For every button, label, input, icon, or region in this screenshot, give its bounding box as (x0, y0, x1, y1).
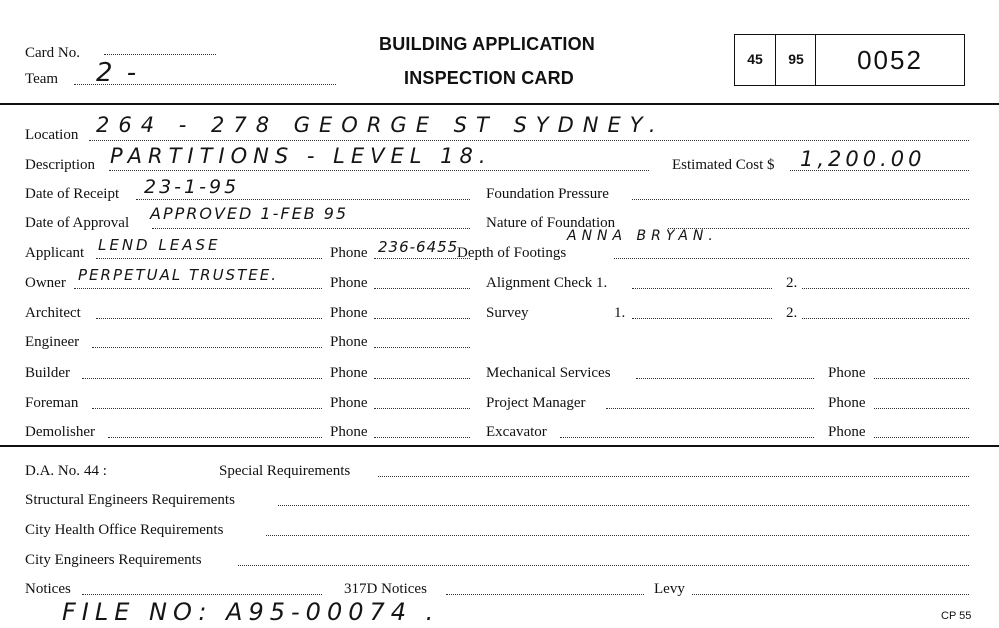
number-box-year-b: 95 (788, 51, 804, 67)
depth-of-footings-field[interactable] (614, 258, 969, 259)
team-value: 2 - (96, 58, 140, 88)
mechanical-phone-label: Phone (828, 365, 866, 381)
survey-2-label: 2. (786, 305, 798, 321)
da-no-label: D.A. No. (25, 463, 80, 479)
owner-phone-label: Phone (330, 275, 368, 291)
engineer-phone-label: Phone (330, 334, 368, 350)
date-of-approval-field[interactable] (152, 228, 470, 229)
mechanical-services-field[interactable] (636, 378, 814, 379)
excavator-field[interactable] (560, 437, 814, 438)
survey-field-1[interactable] (632, 318, 772, 319)
date-of-receipt-field[interactable] (136, 199, 470, 200)
alignment-check-label: Alignment Check 1. (486, 275, 608, 291)
excavator-phone-field[interactable] (874, 437, 969, 438)
owner-phone-field[interactable] (374, 288, 470, 289)
mechanical-services-label: Mechanical Services (486, 365, 611, 381)
architect-phone-label: Phone (330, 305, 368, 321)
estimated-cost-label: Estimated Cost $ (672, 157, 775, 173)
applicant-value: LEND LEASE (98, 236, 221, 254)
header-divider (0, 103, 999, 105)
levy-label: Levy (654, 581, 685, 597)
project-manager-phone-field[interactable] (874, 408, 969, 409)
applicant-label: Applicant (25, 245, 85, 261)
location-field[interactable] (89, 140, 969, 141)
demolisher-phone-label: Phone (330, 424, 368, 440)
special-requirements-label: Special Requirements (219, 463, 351, 479)
estimated-cost-value: 1,200.00 (800, 147, 926, 171)
demolisher-field[interactable] (108, 437, 322, 438)
team-label: Team (25, 71, 59, 87)
applicant-phone-label: Phone (330, 245, 368, 261)
applicant-phone-value: 236-6455 (378, 238, 459, 256)
foreman-label: Foreman (25, 395, 79, 411)
demolisher-label: Demolisher (25, 424, 95, 440)
excavator-label: Excavator (486, 424, 547, 440)
card-number-box (734, 34, 965, 86)
applicant-field[interactable] (96, 258, 322, 259)
builder-phone-field[interactable] (374, 378, 470, 379)
builder-label: Builder (25, 365, 70, 381)
city-engineers-requirements-label: City Engineers Requirements (25, 552, 202, 568)
engineer-field[interactable] (92, 347, 322, 348)
date-of-receipt-label: Date of Receipt (25, 186, 120, 202)
date-of-approval-label: Date of Approval (25, 215, 130, 231)
foreman-phone-field[interactable] (374, 408, 470, 409)
structural-requirements-field[interactable] (278, 505, 969, 506)
form-title-line2: INSPECTION CARD (404, 68, 575, 88)
builder-field[interactable] (82, 378, 322, 379)
survey-1-label: 1. (614, 305, 626, 321)
notices-317d-field[interactable] (446, 594, 644, 595)
foundation-pressure-field[interactable] (632, 199, 969, 200)
project-manager-field[interactable] (606, 408, 814, 409)
form-code: CP 55 (941, 610, 972, 622)
structural-requirements-label: Structural Engineers Requirements (25, 492, 235, 508)
approver-signature: ANNA BRYAN. (567, 228, 718, 244)
owner-value: PERPETUAL TRUSTEE. (78, 266, 278, 284)
description-value: PARTITIONS - LEVEL 18. (110, 144, 492, 168)
description-field[interactable] (109, 170, 649, 171)
description-label: Description (25, 157, 95, 173)
city-engineers-requirements-field[interactable] (238, 565, 969, 566)
engineer-phone-field[interactable] (374, 347, 470, 348)
excavator-phone-label: Phone (828, 424, 866, 440)
notices-field[interactable] (82, 594, 322, 595)
project-manager-phone-label: Phone (828, 395, 866, 411)
survey-field-2[interactable] (802, 318, 969, 319)
number-box-year-a: 45 (747, 51, 763, 67)
owner-field[interactable] (74, 288, 322, 289)
mechanical-phone-field[interactable] (874, 378, 969, 379)
card-no-field[interactable] (104, 54, 216, 55)
health-requirements-label: City Health Office Requirements (25, 522, 224, 538)
health-requirements-field[interactable] (266, 535, 969, 536)
levy-field[interactable] (692, 594, 969, 595)
foreman-field[interactable] (92, 408, 322, 409)
foundation-pressure-label: Foundation Pressure (486, 186, 609, 202)
survey-label: Survey (486, 305, 529, 321)
alignment-check-field-2[interactable] (802, 288, 969, 289)
applicant-phone-field[interactable] (374, 258, 470, 259)
location-value: 264 - 278 GEORGE ST SYDNEY. (96, 113, 665, 137)
nature-of-foundation-label: Nature of Foundation (486, 215, 616, 231)
date-of-approval-value: APPROVED 1-FEB 95 (150, 204, 349, 223)
alignment-check-field-1[interactable] (632, 288, 772, 289)
location-label: Location (25, 127, 79, 143)
builder-phone-label: Phone (330, 365, 368, 381)
notices-label: Notices (25, 581, 71, 597)
notices-317d-label: 317D Notices (344, 581, 427, 597)
alignment-check-2-label: 2. (786, 275, 798, 291)
owner-label: Owner (25, 275, 66, 291)
form-title-line1: BUILDING APPLICATION (379, 34, 595, 54)
foreman-phone-label: Phone (330, 395, 368, 411)
special-requirements-field[interactable] (378, 476, 969, 477)
architect-field[interactable] (96, 318, 322, 319)
file-number: FILE NO: A95-00074 . (62, 598, 440, 626)
section-divider (0, 445, 999, 447)
project-manager-label: Project Manager (486, 395, 586, 411)
depth-of-footings-label: Depth of Footings (457, 245, 567, 261)
engineer-label: Engineer (25, 334, 80, 350)
architect-phone-field[interactable] (374, 318, 470, 319)
date-of-receipt-value: 23-1-95 (144, 176, 240, 198)
architect-label: Architect (25, 305, 81, 321)
da-no-value: 44 : (84, 463, 107, 479)
demolisher-phone-field[interactable] (374, 437, 470, 438)
number-box-serial: 0052 (857, 45, 923, 75)
card-no-label: Card No. (25, 45, 80, 61)
